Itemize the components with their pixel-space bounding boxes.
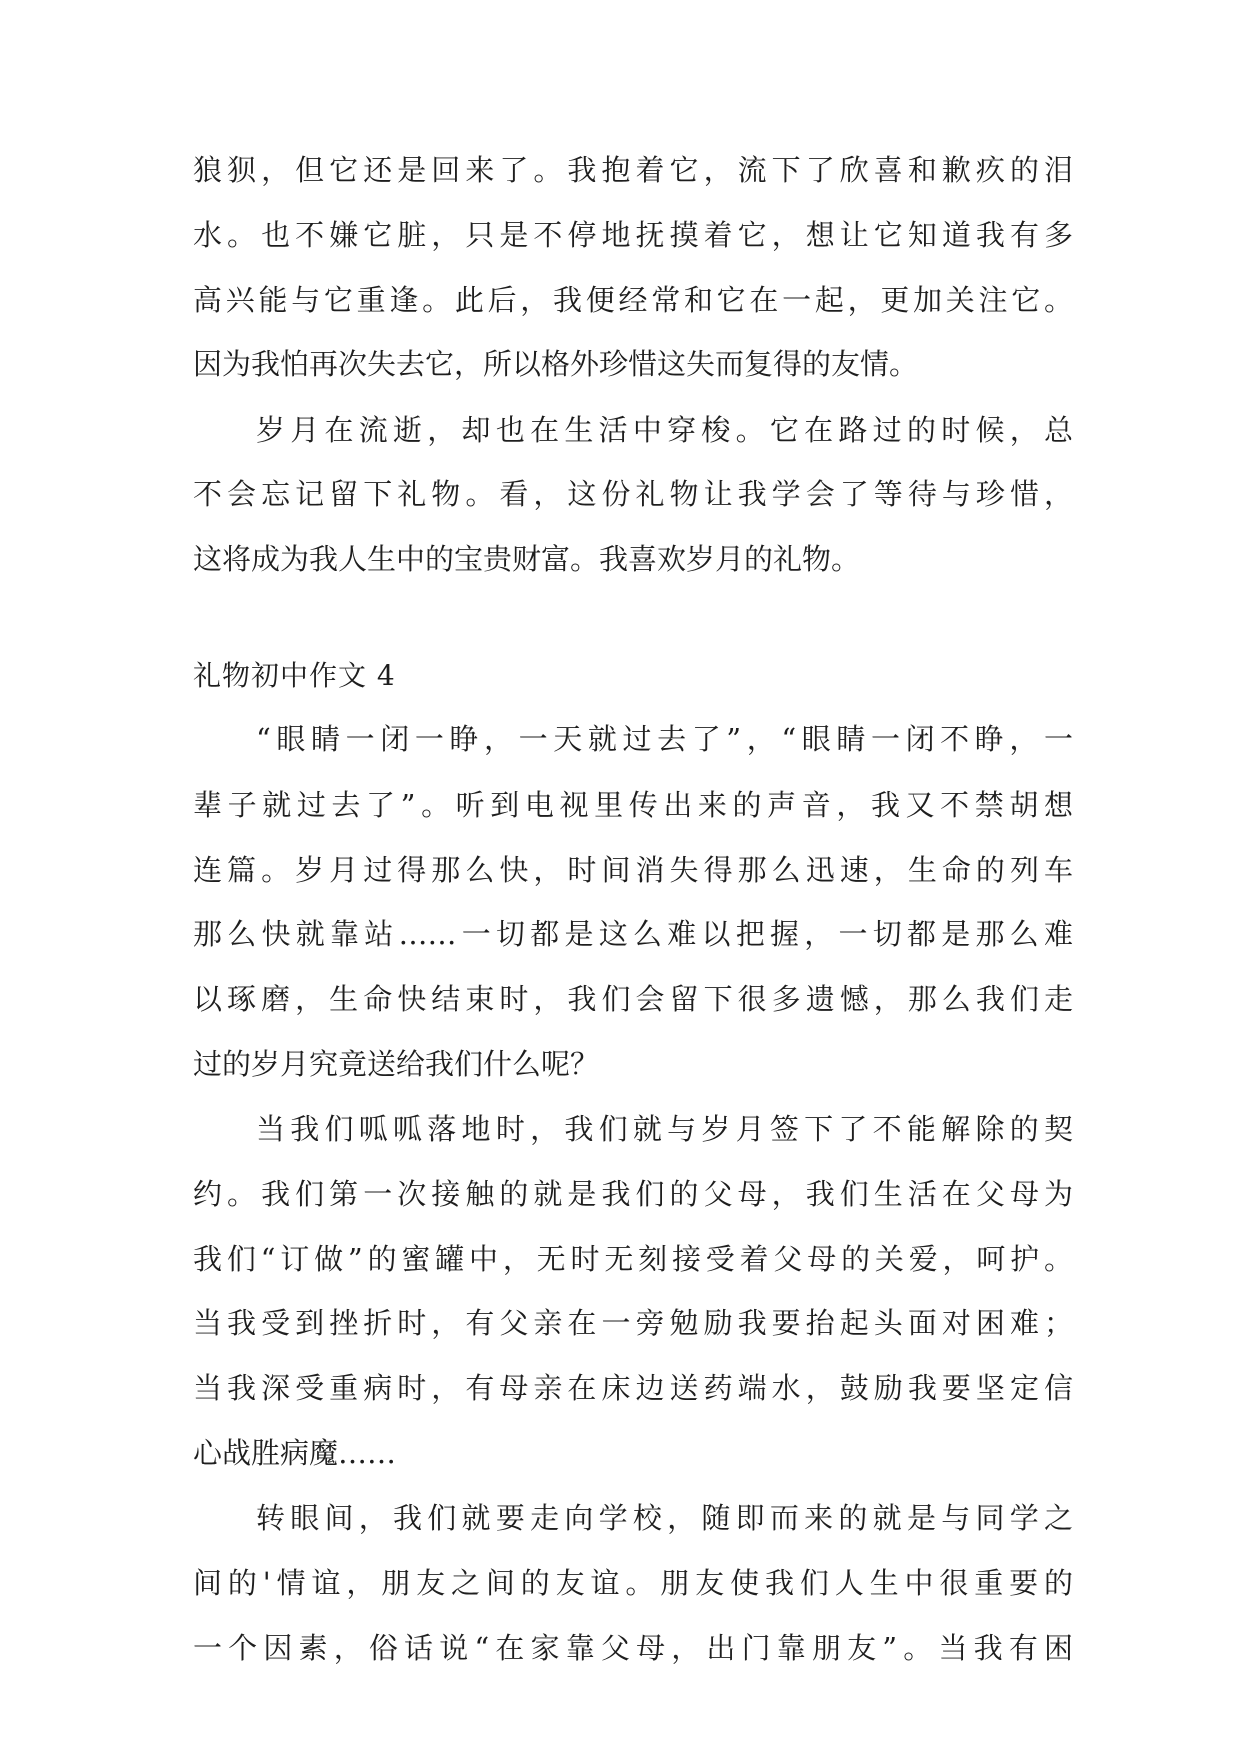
text-line: 转眼间，我们就要走向学校，随即而来的就是与同学之 (256, 1501, 1073, 1535)
text-line: 当我深受重病时，有母亲在床边送药端水，鼓励我要坚定信 (193, 1371, 1073, 1405)
text-line: 当我们呱呱落地时，我们就与岁月签下了不能解除的契 (256, 1112, 1073, 1146)
text-line: 连篇。岁月过得那么快，时间消失得那么迅速，生命的列车 (193, 853, 1073, 887)
text-line: 高兴能与它重逢。此后，我便经常和它在一起，更加关注它。 (193, 283, 1073, 317)
text-line: 因为我怕再次失去它，所以格外珍惜这失而复得的友情。 (193, 347, 919, 381)
text-line: 水。也不嫌它脏，只是不停地抚摸着它，想让它知道我有多 (193, 218, 1073, 252)
text-line: 那么快就靠站……一切都是这么难以把握，一切都是那么难 (193, 917, 1073, 951)
text-line: 狼狈，但它还是回来了。我抱着它，流下了欣喜和歉疚的泪 (193, 153, 1073, 187)
text-line: 我们“订做”的蜜罐中，无时无刻接受着父母的关爱，呵护。 (193, 1242, 1073, 1276)
text-line: 间的'情谊，朋友之间的友谊。朋友使我们人生中很重要的 (193, 1566, 1073, 1600)
text-line: “眼睛一闭一睁，一天就过去了”，“眼睛一闭不睁，一 (256, 722, 1073, 756)
text-line: 辈子就过去了”。听到电视里传出来的声音，我又不禁胡想 (193, 788, 1073, 822)
text-line: 心战胜病魔…… (193, 1436, 397, 1470)
section-heading: 礼物初中作文 4 (193, 659, 396, 692)
text-line: 这将成为我人生中的宝贵财富。我喜欢岁月的礼物。 (193, 542, 861, 576)
text-line: 过的岁月究竟送给我们什么呢？ (193, 1047, 600, 1081)
text-line: 以琢磨，生命快结束时，我们会留下很多遗憾，那么我们走 (193, 982, 1073, 1016)
text-line: 一个因素，俗话说“在家靠父母，出门靠朋友”。当我有困 (193, 1631, 1073, 1665)
text-line: 不会忘记留下礼物。看，这份礼物让我学会了等待与珍惜， (193, 477, 1073, 511)
text-line: 当我受到挫折时，有父亲在一旁勉励我要抬起头面对困难； (193, 1306, 1073, 1340)
text-line: 岁月在流逝，却也在生活中穿梭。它在路过的时候，总 (256, 413, 1073, 447)
text-line: 约。我们第一次接触的就是我们的父母，我们生活在父母为 (193, 1177, 1073, 1211)
